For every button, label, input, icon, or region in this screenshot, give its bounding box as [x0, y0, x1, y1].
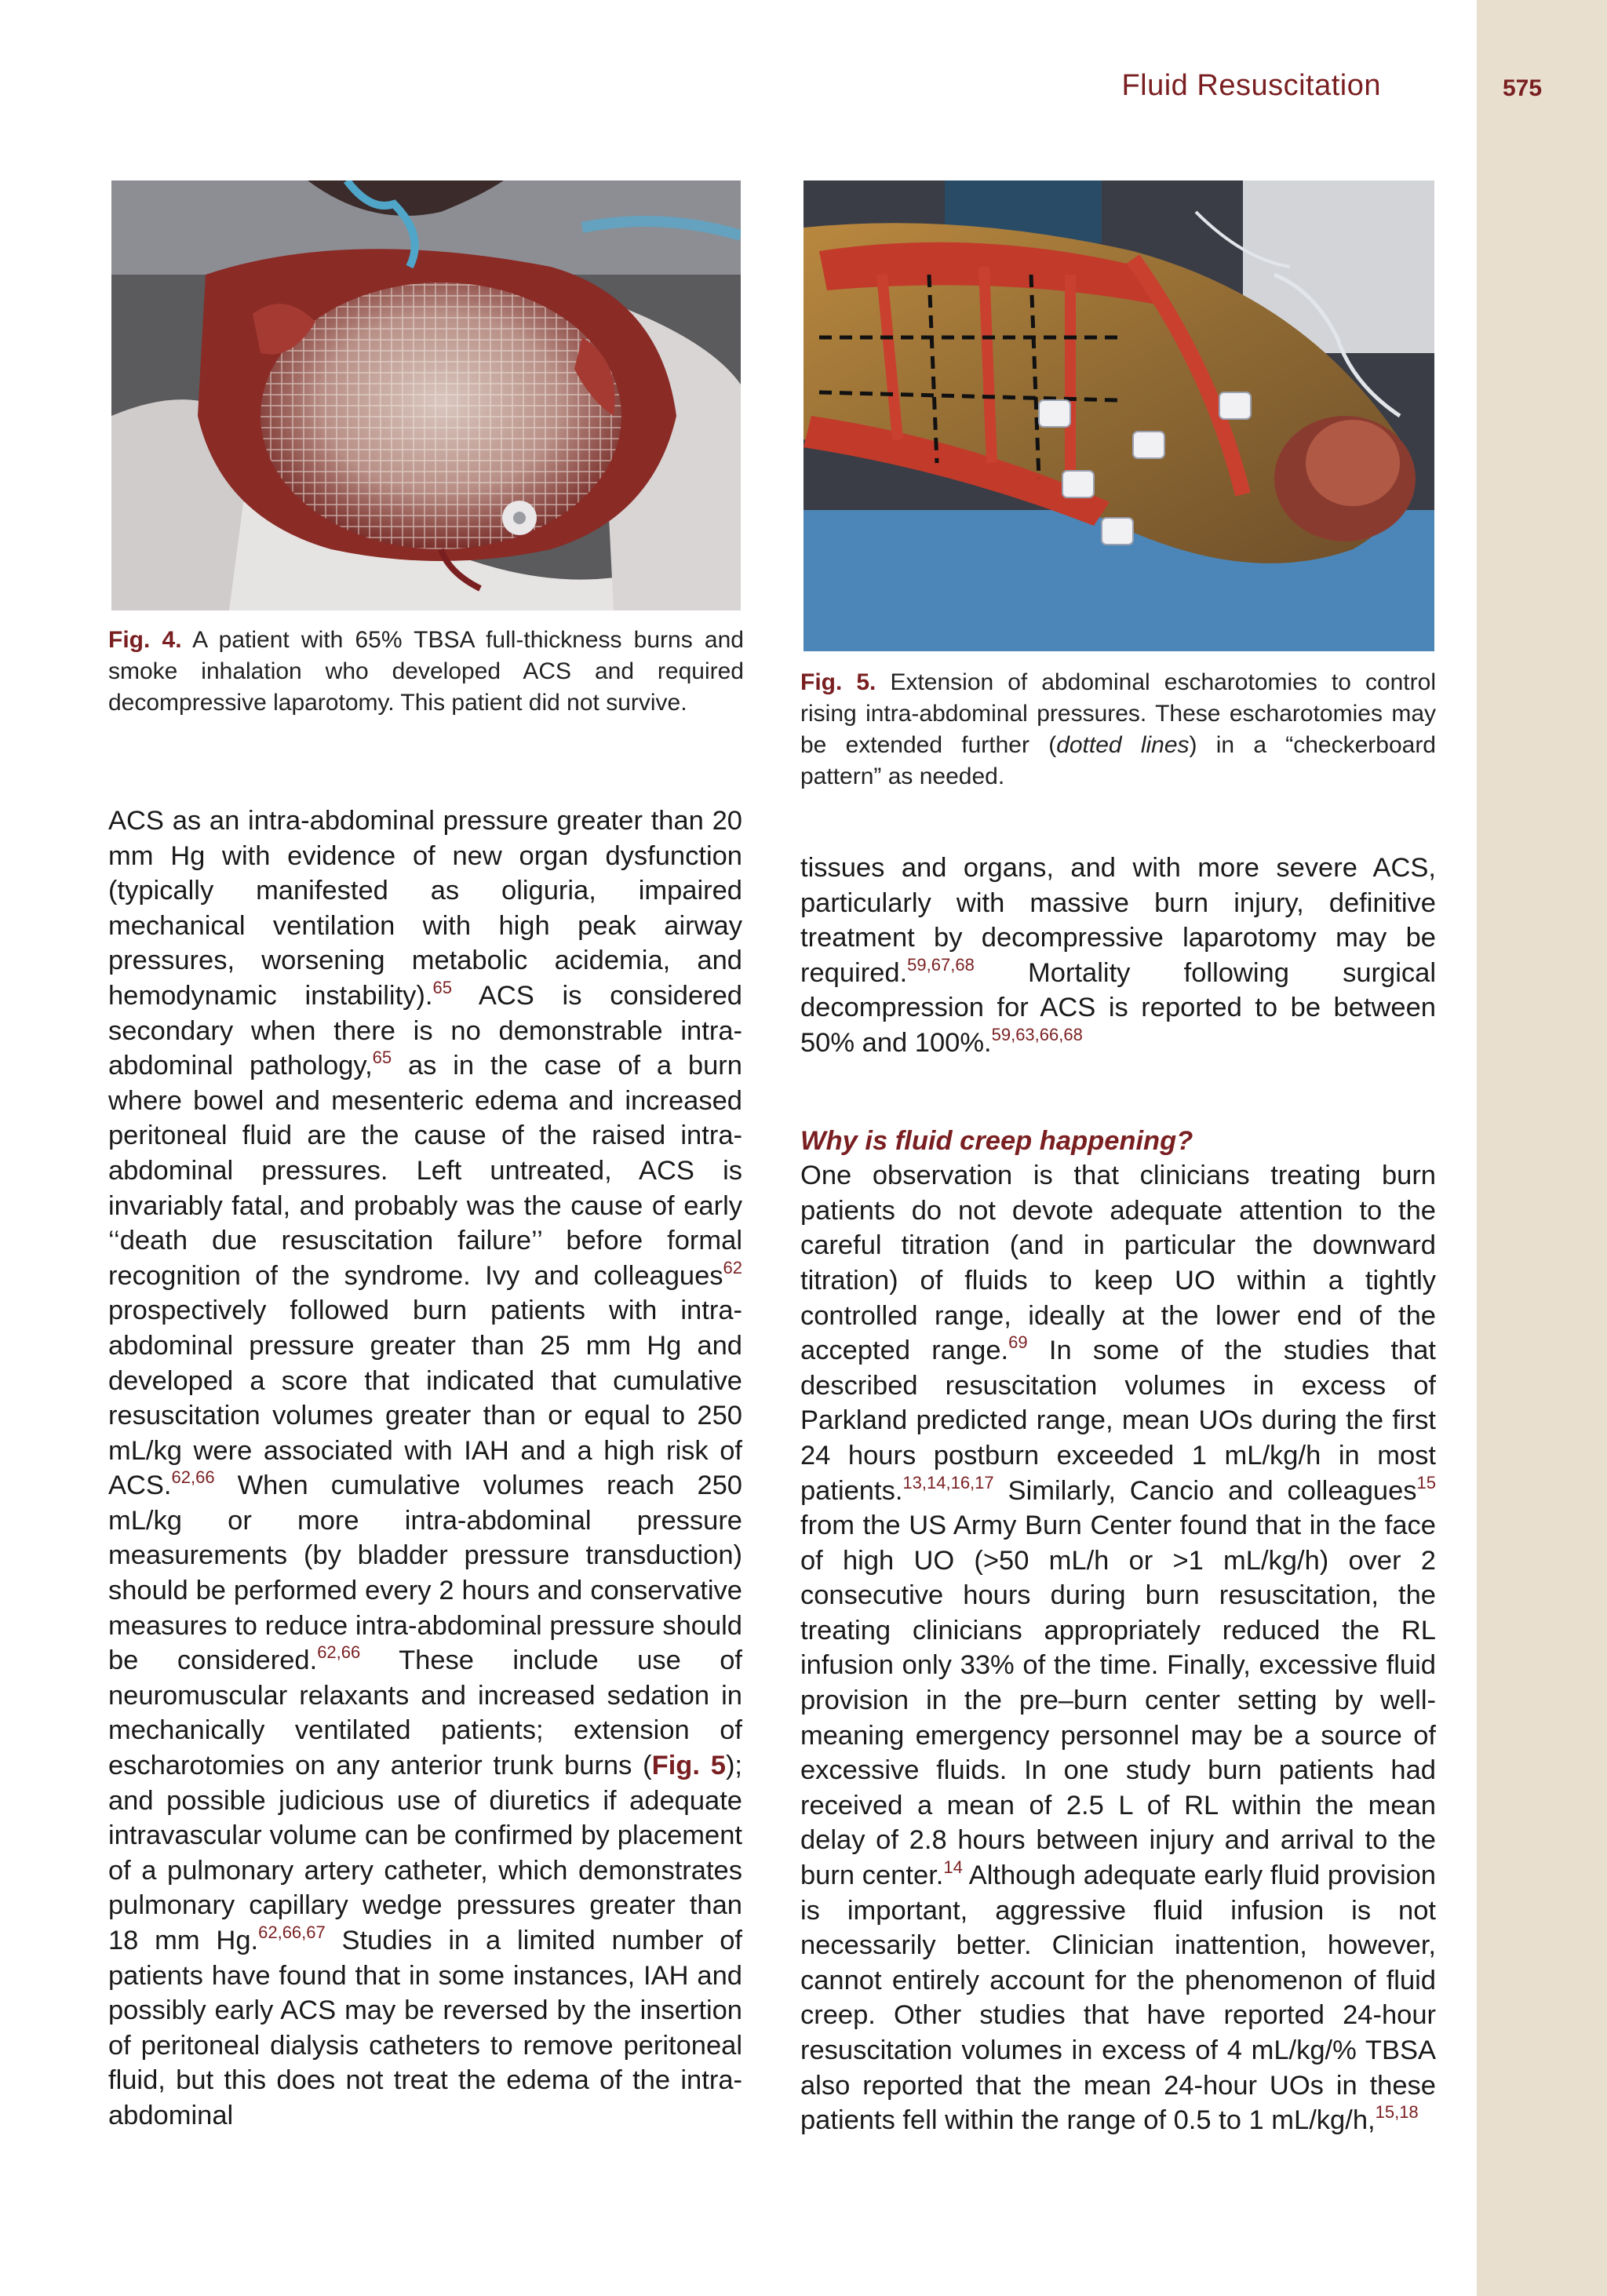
text-run: as in the case of a burn where bowel and mesenteric edema and increased peritoneal fluid are the cause of the raised intra-abdominal pressures. Left untreated, ACS is invariably fatal, and probably was the cause of early ‘‘death due resuscitation failure’’ before formal recognition of the syndrome. Ivy and colleagues: [108, 1051, 742, 1291]
figure-4-caption-text: A patient with 65% TBSA full-thickness burns and smoke inhalation who developed ACS and required decompressive laparotomy. This patient did not survive.: [108, 627, 744, 716]
citation-ref[interactable]: 13,14,16,17: [902, 1472, 994, 1492]
citation-ref[interactable]: 69: [1008, 1332, 1028, 1353]
citation-ref[interactable]: 65: [432, 977, 452, 997]
text-run: Although adequate early fluid provision is important, aggressive fluid infusion is not necessarily better. Clinician inattention, however, cannot entirely account for the phenomenon of fluid creep. Other studies that have reported 24-hour resuscitation volumes in excess of 4 mL/kg/% TBSA also reported that the mean 24-hour UOs in these patients fell within the range of 0.5 to 1 mL/kg/h,: [800, 1860, 1436, 2136]
text-run: Mortality following surgical decompression for ACS is reported to be between 50% and 100%.: [800, 957, 1436, 1058]
right-paragraph-2: [800, 1158, 1436, 2138]
text-run: These include use of neuromuscular relaxants and increased sedation in mechanically ventilated patients; extension of escharotomies on any anterior trunk burns (: [108, 1645, 742, 1781]
figure-5-caption: [800, 667, 1436, 793]
citation-ref[interactable]: 62,66: [317, 1642, 361, 1663]
citation-ref[interactable]: 15,18: [1375, 2102, 1419, 2123]
citation-ref[interactable]: 62,66,67: [258, 1922, 326, 1942]
figure-5-photo: [804, 180, 1434, 651]
figure-4-caption: [108, 625, 744, 719]
text-run: ); and possible judicious use of diuretics if adequate intravascular volume can be confirmed by placement of a pulmonary artery catheter, which demonstrates pulmonary capillary wedge pressures greater than 18 mm Hg.: [108, 1751, 743, 1955]
citation-ref[interactable]: 62: [723, 1257, 742, 1277]
text-run: ACS as an intra-abdominal pressure greater than 20 mm Hg with evidence of new organ dysfunction (typically manifested as oliguria, impaired mechanical ventilation with high peak airway pressures, worsening metabolic acidemia, and hemodynamic instability).: [108, 806, 742, 1011]
figure-4-label: Fig. 4.: [108, 627, 182, 653]
citation-ref[interactable]: 14: [943, 1857, 963, 1878]
section-heading: Why is fluid creep happening?: [800, 1125, 1193, 1156]
figure-4-photo: [111, 180, 741, 610]
running-title: Fluid Resuscitation: [1121, 69, 1381, 102]
text-run: Studies in a limited number of patients have found that in some instances, IAH and possibly early ACS may be reversed by the insertion of peritoneal dialysis catheters to remove peritoneal fluid, but this does not treat the edema of the intra-abdominal: [108, 1926, 742, 2130]
citation-ref[interactable]: 59,67,68: [907, 954, 975, 975]
figure-5-caption-italic: dotted lines: [1056, 732, 1190, 758]
text-run: When cumulative volumes reach 250 mL/kg or more intra-abdominal pressure measurements (by bladder pressure transduction) should be performed every 2 hours and conservative measures to reduce intra-abdominal pressure should be considered.: [108, 1471, 742, 1676]
citation-ref[interactable]: 65: [372, 1048, 392, 1068]
figure-5-caption-text-b: ) in a “checkerboard pattern” as needed.: [800, 732, 1436, 789]
figure-5-caption-text-a: Extension of abdominal escharotomies to control rising intra-abdominal pressures. These escharotomies may be extended further (: [800, 669, 1436, 758]
section-spacer: [800, 1061, 1436, 1124]
text-run: In some of the studies that described resuscitation volumes in excess of Parkland predicted range, mean UOs during the first 24 hours postburn exceeded 1 mL/kg/h in most patients.: [800, 1336, 1436, 1506]
text-run: prospectively followed burn patients with intra-abdominal pressure greater than 25 mm Hg and developed a score that indicated that cumulative resuscitation volumes greater than or equal to 250 mL/kg were associated with IAH and a high risk of ACS.: [108, 1296, 742, 1501]
citation-ref[interactable]: 15: [1416, 1472, 1436, 1492]
figure-5-label: Fig. 5.: [800, 669, 876, 695]
citation-ref[interactable]: 62,66: [171, 1467, 215, 1488]
text-run: One observation is that clinicians treating burn patients do not devote adequate attention to the careful titration (and in particular the downward titration) of fluids to keep UO within a tightly controlled range, ideally at the lower end of the accepted range.: [800, 1161, 1436, 1366]
page-number: 575: [1502, 75, 1543, 101]
right-column-text: [800, 851, 1436, 2138]
left-column-text: [108, 804, 742, 2134]
text-run: from the US Army Burn Center found that in the face of high UO (>50 mL/h or >1 mL/kg/h) over 2 consecutive hours during burn resuscitation, the treating clinicians appropriately reduced the RL infusion only 33% of the time. Finally, excessive fluid provision in the pre–burn center setting by well-meaning emergency personnel may be a source of excessive fluids. In one study burn patients had received a mean of 2.5 L of RL within the mean delay of 2.8 hours between injury and arrival to the burn center.: [800, 1511, 1436, 1891]
page-edge-strip: [1477, 0, 1607, 2296]
left-paragraph: [108, 804, 742, 2134]
right-paragraph-1: [800, 851, 1436, 1061]
text-run: Similarly, Cancio and colleagues: [993, 1475, 1417, 1506]
citation-ref[interactable]: 59,63,66,68: [991, 1024, 1083, 1044]
text-run: tissues and organs, and with more severe ACS, particularly with massive burn injury, definitive treatment by decompressive laparotomy may be required.: [800, 853, 1436, 988]
figure-5-link[interactable]: Fig. 5: [651, 1751, 726, 1781]
text-run: ACS is considered secondary when there is no demonstrable intra-abdominal pathology,: [108, 980, 742, 1081]
